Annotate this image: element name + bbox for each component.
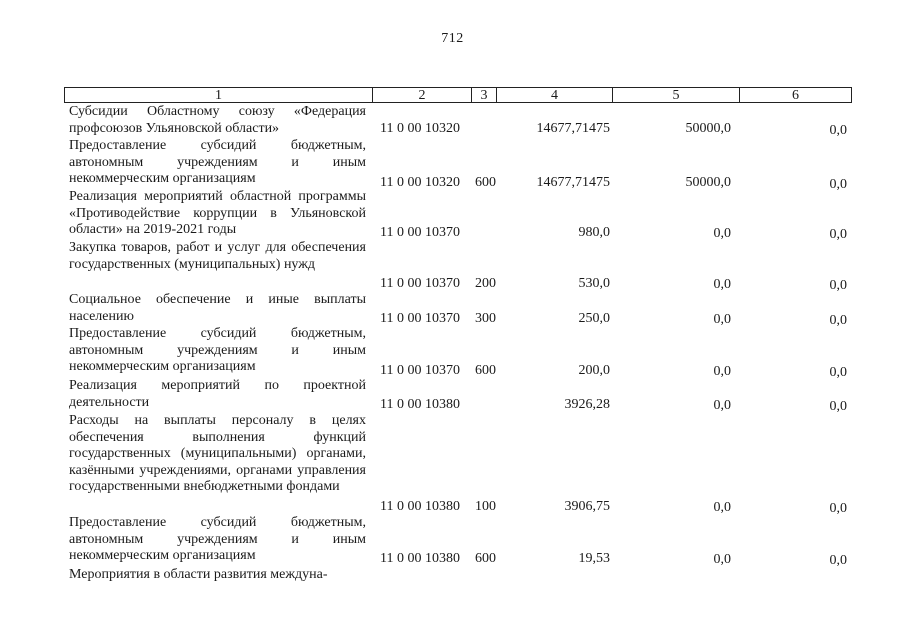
row-name: Социальное обеспечение и иные выплаты населению [69,292,366,324]
row-value-5: 0,0 [713,398,731,413]
row-type: 200 [475,276,496,291]
row-code: 11 0 00 10380 [380,551,460,566]
row-type: 300 [475,311,496,326]
row-type: 600 [475,175,496,190]
row-code: 11 0 00 10370 [380,225,460,240]
row-value-6: 0,0 [829,365,847,380]
row-value-6: 0,0 [829,278,847,293]
row-value-6: 0,0 [829,399,847,414]
row-code: 11 0 00 10320 [380,121,460,136]
page-number: 712 [441,31,464,46]
row-value-6: 0,0 [829,227,847,242]
row-code: 11 0 00 10370 [380,276,460,291]
row-name: Мероприятия в области развития междуна- [69,567,328,582]
row-name: Закупка товаров, работ и услуг для обеспечения государственных (муниципальных) нужд [69,240,366,272]
row-name: Предоставление субсидий бюджетным, автономным учреждениям и иным некоммерческим организациям [69,326,366,374]
row-value-4: 14677,71475 [536,175,610,190]
row-value-5: 0,0 [713,552,731,567]
header-col-4: 4 [496,88,612,102]
row-name: Предоставление субсидий бюджетным, автономным учреждениям и иным некоммерческим организациям [69,515,366,563]
row-value-4: 250,0 [578,311,610,326]
row-name: Предоставление субсидий бюджетным, автономным учреждениям и иным некоммерческим организациям [69,138,366,186]
header-col-1: 1 [215,88,222,103]
row-value-6: 0,0 [829,501,847,516]
row-name: Субсидии Областному союзу «Федерация профсоюзов Ульяновской области» [69,104,366,136]
row-code: 11 0 00 10370 [380,363,460,378]
row-value-4: 530,0 [578,276,610,291]
header-col-6: 6 [739,88,851,102]
row-name: Реализация мероприятий областной программы «Противодействие коррупции в Ульяновской области» на 2019-2021 годы [69,189,366,237]
row-value-5: 0,0 [713,226,731,241]
row-value-5: 50000,0 [685,121,731,136]
row-value-5: 0,0 [713,364,731,379]
row-value-4: 14677,71475 [536,121,610,136]
row-value-6: 0,0 [829,313,847,328]
row-name: Реализация мероприятий по проектной деятельности [69,378,366,410]
row-code: 11 0 00 10380 [380,397,460,412]
row-code: 11 0 00 10320 [380,175,460,190]
row-type: 600 [475,363,496,378]
row-code: 11 0 00 10370 [380,311,460,326]
row-value-4: 19,53 [578,551,610,566]
row-type: 600 [475,551,496,566]
row-value-5: 50000,0 [685,175,731,190]
row-value-5: 0,0 [713,312,731,327]
row-value-4: 200,0 [578,363,610,378]
table-header-row [64,87,852,103]
row-code: 11 0 00 10380 [380,499,460,514]
row-value-5: 0,0 [713,500,731,515]
row-value-4: 3926,28 [564,397,610,412]
header-col-2: 2 [372,88,471,102]
row-value-4: 3906,75 [564,499,610,514]
row-name: Расходы на выплаты персоналу в целях обеспечения выполнения функций государственных (муниципальными) органами, казёнными учреждениями, органами управления государственными внебюджетными фондами [69,413,366,494]
row-value-6: 0,0 [829,123,847,138]
row-value-6: 0,0 [829,177,847,192]
row-value-4: 980,0 [578,225,610,240]
header-col-5: 5 [612,88,739,102]
row-value-5: 0,0 [713,277,731,292]
row-value-6: 0,0 [829,553,847,568]
row-type: 100 [475,499,496,514]
header-col-3: 3 [471,88,496,102]
